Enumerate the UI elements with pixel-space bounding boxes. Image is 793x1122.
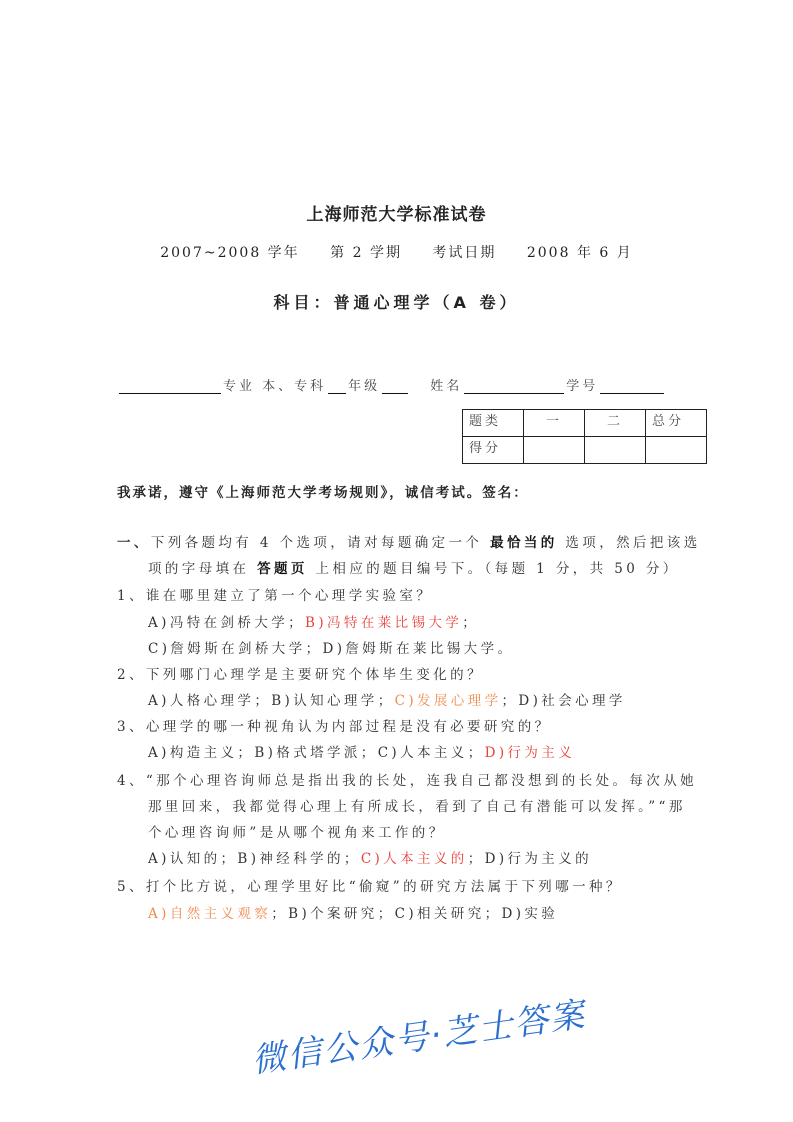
option-text: ；B)个案研究；C)相关研究；D)实验: [271, 906, 559, 922]
answer-highlight: C)人本主义的: [360, 851, 468, 867]
major-blank[interactable]: [119, 379, 221, 394]
academic-year: 2007~2008 学年: [160, 245, 300, 261]
option-text: A)认知的；B)神经科学的；: [148, 851, 361, 867]
score-row-label: 得分: [463, 437, 524, 464]
question-4: 4、“那个心理咨询师总是指出我的长处，连我自己都没想到的长处。每次从她: [117, 773, 697, 789]
instruction-emphasis: 答题页: [257, 561, 308, 577]
instruction-emphasis: 最恰当的: [490, 535, 558, 551]
instruction-text: 项的字母填在: [148, 561, 250, 577]
question-4-cont: 个心理咨询师”是从哪个视角来工作的？: [148, 825, 446, 841]
option-text: A)冯特在剑桥大学；: [148, 615, 306, 631]
term-line: [0, 242, 793, 262]
subject-title: 科目：普通心理学（A 卷）: [273, 293, 520, 312]
name-label: 姓名: [430, 379, 463, 394]
grade-blank[interactable]: [382, 379, 408, 394]
major-label: 专业: [223, 379, 256, 394]
answer-highlight: B)冯特在莱比锡大学: [305, 615, 463, 631]
option-text: A)人格心理学；B)认知心理学；: [148, 693, 395, 709]
question-3: 3、心理学的哪一种视角认为内部过程是没有必要研究的？: [117, 719, 552, 735]
question-2-options: [148, 689, 626, 709]
question-1-options: C)詹姆斯在剑桥大学；D)詹姆斯在莱比锡大学。: [148, 641, 515, 657]
section-number: 一、: [117, 535, 151, 551]
student-id-label: 学号: [566, 379, 599, 394]
section-instructions-cont: [148, 557, 680, 577]
level-label: 本、专科: [262, 379, 327, 394]
date-label: 考试日期: [432, 245, 497, 261]
answer-highlight: C)发展心理学: [394, 693, 502, 709]
student-info-line: [117, 375, 666, 394]
option-text: A)构造主义；B)格式塔学派；C)人本主义；: [148, 745, 485, 761]
question-2: 2、下列哪门心理学是主要研究个体毕生变化的？: [117, 667, 484, 683]
exam-date: 2008 年 6 月: [526, 245, 633, 261]
score-header: 总分: [646, 410, 707, 437]
score-header: 一: [524, 410, 585, 437]
semester: 第 2 学期: [330, 245, 402, 261]
exam-title: 上海师范大学标准试卷: [306, 205, 487, 225]
option-text: ；: [462, 615, 480, 631]
answer-highlight: A)自然主义观察: [148, 906, 272, 922]
honesty-pledge: 我承诺，遵守《上海师范大学考场规则》，诚信考试。签名：: [117, 485, 529, 501]
level-blank[interactable]: [328, 379, 346, 394]
student-id-blank[interactable]: [600, 379, 664, 394]
question-5: 5、打个比方说，心理学里好比“偷窥”的研究方法属于下列哪一种？: [117, 879, 623, 895]
score-cell[interactable]: [524, 437, 585, 464]
question-4-options: [148, 847, 592, 867]
option-text: ；D)社会心理学: [501, 693, 626, 709]
question-3-options: [148, 741, 575, 761]
score-table: [462, 409, 707, 464]
name-blank[interactable]: [464, 379, 564, 394]
question-1: 1、谁在哪里建立了第一个心理学实验室？: [117, 588, 434, 604]
question-1-options: [148, 611, 479, 631]
score-cell[interactable]: [585, 437, 646, 464]
question-4-cont: 那里回来，我都觉得心理上有所成长，看到了自己有潜能可以发挥。”“那: [148, 799, 686, 815]
answer-highlight: D)行为主义: [484, 745, 576, 761]
handwritten-watermark: 微信公众号·芝士答案: [249, 994, 589, 1082]
grade-label: 年级: [348, 379, 381, 394]
section-instructions: [117, 531, 701, 551]
instruction-text: 选项，然后把该选: [565, 535, 701, 551]
option-text: ；D)行为主义的: [467, 851, 593, 867]
instruction-text: 上相应的题目编号下。（每题 1 分，共 50 分）: [315, 561, 680, 577]
question-5-options: [148, 902, 558, 922]
instruction-text: 下列各题均有 4 个选项，请对每题确定一个: [150, 535, 483, 551]
score-header: 二: [585, 410, 646, 437]
score-header: 题类: [463, 410, 524, 437]
score-cell[interactable]: [646, 437, 707, 464]
